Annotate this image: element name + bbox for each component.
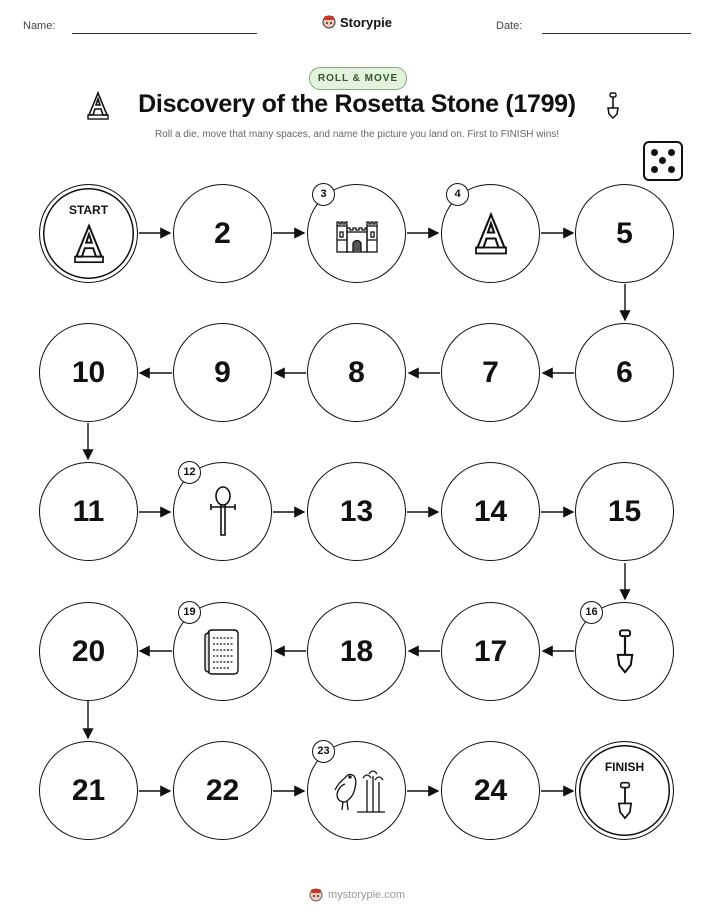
space-22[interactable]: 22 (173, 741, 272, 840)
space-17[interactable]: 17 (441, 602, 540, 701)
storypie-logo-icon (309, 887, 323, 903)
date-label: Date: (496, 20, 523, 32)
space-20[interactable]: 20 (39, 602, 138, 701)
finish-space[interactable] (575, 741, 674, 840)
space-15[interactable]: 15 (575, 462, 674, 561)
letter-a-icon (473, 211, 509, 257)
space-18[interactable]: 18 (307, 602, 406, 701)
space-9[interactable]: 9 (173, 323, 272, 422)
space-14[interactable]: 14 (441, 462, 540, 561)
space-3[interactable] (307, 184, 406, 283)
ankh-icon (208, 485, 238, 539)
space-number-badge: 19 (178, 601, 201, 624)
page-title: Discovery of the Rosetta Stone (1799) (138, 90, 576, 118)
space-2[interactable]: 2 (173, 184, 272, 283)
footer-url[interactable]: mystorypie.com (327, 889, 406, 901)
space-19[interactable] (173, 602, 272, 701)
space-8[interactable]: 8 (307, 323, 406, 422)
start-label: START (68, 203, 109, 217)
space-16[interactable] (575, 602, 674, 701)
space-12[interactable] (173, 462, 272, 561)
space-7[interactable]: 7 (441, 323, 540, 422)
ibis-papyrus-icon (329, 768, 385, 814)
space-11[interactable]: 11 (39, 462, 138, 561)
footer (0, 887, 714, 903)
space-5[interactable]: 5 (575, 184, 674, 283)
space-number-badge: 4 (446, 183, 469, 206)
space-23[interactable] (307, 741, 406, 840)
space-24[interactable]: 24 (441, 741, 540, 840)
space-21[interactable]: 21 (39, 741, 138, 840)
shovel-icon (612, 627, 638, 677)
brand-name: Storypie (339, 14, 392, 30)
stone-tablet-icon (202, 628, 244, 676)
space-number-badge: 23 (312, 740, 335, 763)
name-label: Name: (23, 20, 56, 32)
space-number-badge: 12 (178, 461, 201, 484)
space-4[interactable] (441, 184, 540, 283)
space-number-badge: 16 (580, 601, 603, 624)
finish-label: FINISH (604, 760, 645, 774)
castle-icon (333, 214, 381, 254)
shovel-icon (614, 780, 636, 822)
space-13[interactable]: 13 (307, 462, 406, 561)
space-6[interactable]: 6 (575, 323, 674, 422)
instructions: Roll a die, move that many spaces, and name the picture you land on. First to FINISH wins! (154, 129, 560, 140)
space-10[interactable]: 10 (39, 323, 138, 422)
letter-a-icon (72, 223, 106, 265)
game-type-badge: ROLL & MOVE (309, 67, 407, 90)
start-space[interactable] (39, 184, 138, 283)
space-number-badge: 3 (312, 183, 335, 206)
